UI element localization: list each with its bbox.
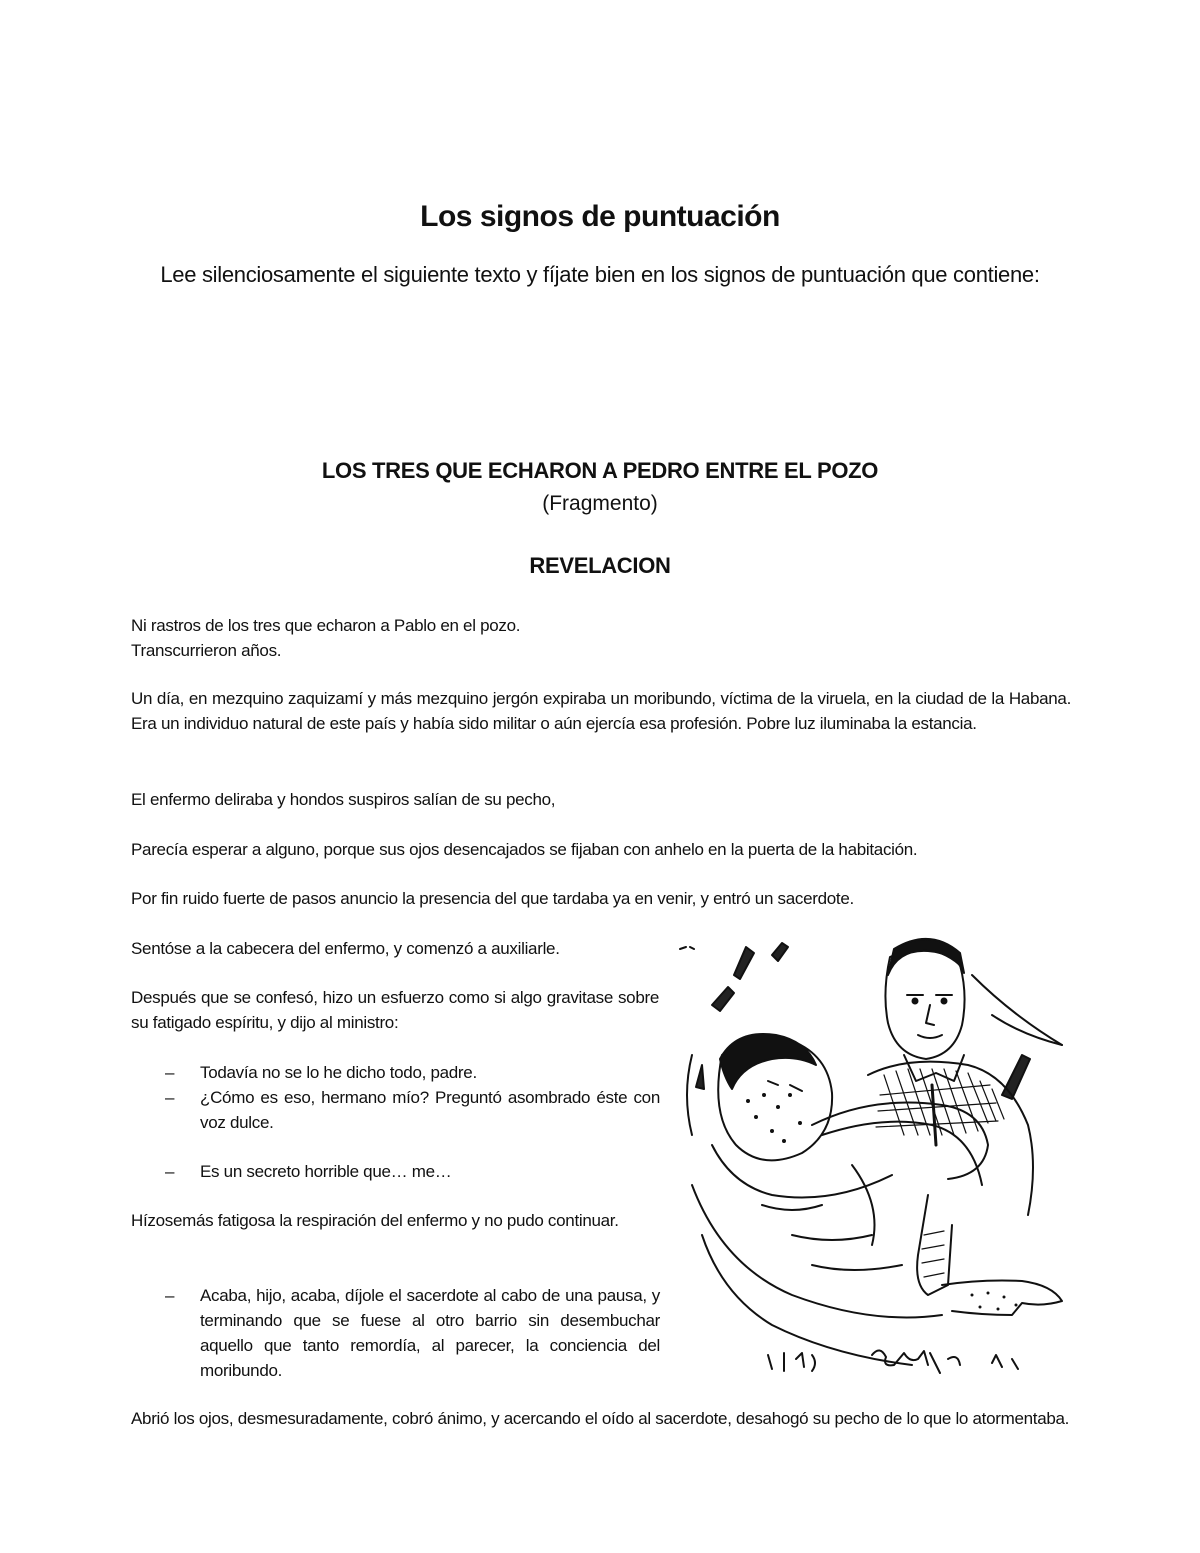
paragraph-9: Abrió los ojos, desmesuradamente, cobró ánimo, y acercando el oído al sacerdote, desahogó su pecho de lo que lo atormentaba. <box>131 1409 1070 1428</box>
paragraph-7: Después que se confesó, hizo un esfuerzo como si algo gravitase sobre su fatigado espíritu, y dijo al ministro: <box>131 988 659 1032</box>
dialogue-text: Acaba, hijo, acaba, díjole el sacerdote al cabo de una pausa, y terminando que se fuese al otro barrio sin desembuchar aquello que tanto remordía, al parecer, la conciencia del moribundo. <box>200 1286 660 1380</box>
paragraph-1-line-1: Ni rastros de los tres que echaron a Pablo en el pozo. <box>131 616 521 635</box>
paragraph-5: Por fin ruido fuerte de pasos anuncio la presencia del que tardaba ya en venir, y entró un sacerdote. <box>131 889 854 908</box>
paragraph-2: Un día, en mezquino zaquizamí y más mezquino jergón expiraba un moribundo, víctima de la viruela, en la ciudad de la Habana. Era un individuo natural de este país y había sido militar o aún ejercía esa profesión. Pobre luz iluminaba la estancia. <box>131 689 1071 733</box>
paragraph-8: Hízosemás fatigosa la respiración del enfermo y no pudo continuar. <box>131 1211 619 1230</box>
story-title: LOS TRES QUE ECHARON A PEDRO ENTRE EL POZO <box>321 458 879 483</box>
priest-and-dying-man-illustration <box>672 935 1077 1400</box>
dialogue-text: Todavía no se lo he dicho todo, padre. <box>200 1063 477 1082</box>
instruction-text: Lee silenciosamente el siguiente texto y fíjate bien en los signos de puntuación que contiene: <box>160 262 1040 287</box>
dash-marker: – <box>165 1088 175 1107</box>
dialogue-text: ¿Cómo es eso, hermano mío? Preguntó asombrado éste con voz dulce. <box>200 1088 660 1132</box>
paragraph-6: Sentóse a la cabecera del enfermo, y comenzó a auxiliarle. <box>131 939 560 958</box>
paragraph-3: El enfermo deliraba y hondos suspiros salían de su pecho, <box>131 790 556 809</box>
story-subtitle: (Fragmento) <box>542 492 658 515</box>
section-title: REVELACION <box>529 553 671 578</box>
paragraph-1-line-2: Transcurrieron años. <box>131 641 282 660</box>
paragraph-4: Parecía esperar a alguno, porque sus ojos desencajados se fijaban con anhelo en la puerta de la habitación. <box>131 840 918 859</box>
dialogue-text: Es un secreto horrible que… me… <box>200 1162 452 1181</box>
dash-marker: – <box>165 1162 175 1181</box>
dash-marker: – <box>165 1063 175 1082</box>
page-title: Los signos de puntuación <box>420 200 780 233</box>
dash-marker: – <box>165 1286 175 1305</box>
